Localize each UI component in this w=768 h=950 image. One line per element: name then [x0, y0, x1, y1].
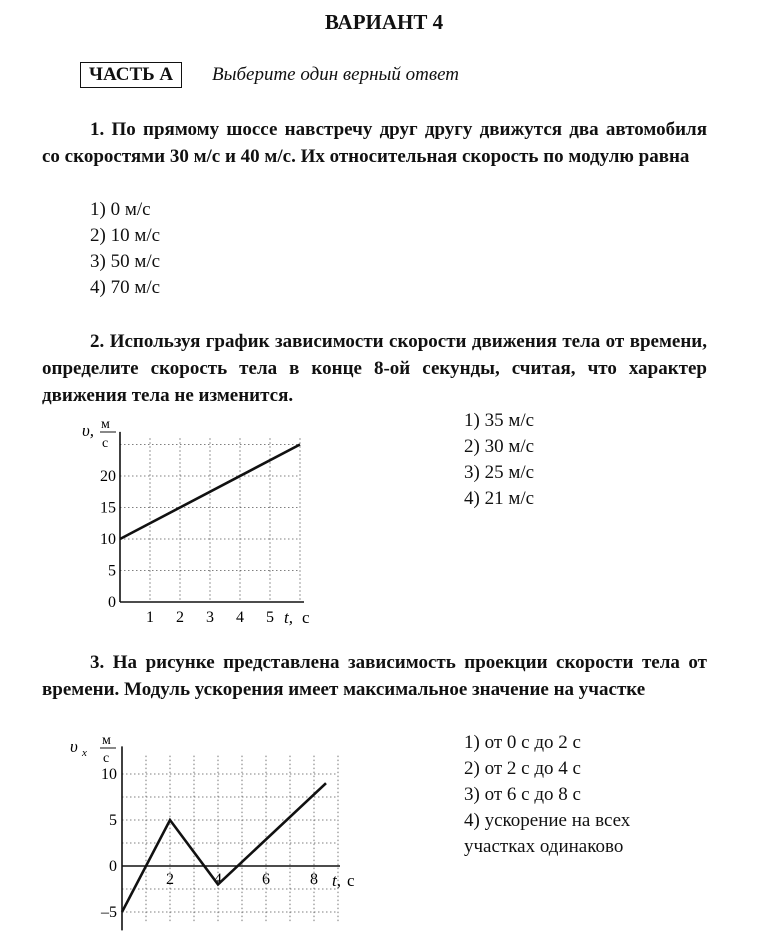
- option[interactable]: 4) ускорение на всех: [464, 810, 631, 831]
- question-text: Используя график зависимости скорости движения тела от времени, определите скорость тела в конце 8-ой секунды, считая, что характер движения тела не изменится.: [42, 331, 707, 406]
- question-text: По прямому шоссе навстречу друг другу движутся два автомобиля со скоростями 30 м/с и 40 м/с. Их относительная скорость по модулю равна: [42, 119, 707, 167]
- option[interactable]: 4) 70 м/с: [90, 277, 161, 298]
- x-tick-label: 5: [266, 609, 274, 626]
- x-tick-label: 2: [166, 871, 174, 888]
- x-tick-label: 8: [310, 871, 318, 888]
- option[interactable]: 3) от 6 с до 8 с: [464, 784, 581, 805]
- y-tick-label: 5: [109, 812, 117, 829]
- option[interactable]: 4) 21 м/с: [464, 488, 535, 509]
- option-continuation: участках одинаково: [464, 836, 624, 857]
- velocity-chart-1: [60, 410, 320, 632]
- y-axis-subscript: x: [82, 747, 87, 759]
- question-text: На рисунке представлена зависимость проекции скорости тела от времени. Модуль ускорения имеет максимальное значение на участке: [42, 652, 708, 700]
- option[interactable]: 2) 30 м/с: [464, 436, 535, 457]
- y-tick-label: –5: [101, 904, 117, 921]
- question-number: 2.: [90, 331, 105, 352]
- option[interactable]: 2) от 2 с до 4 с: [464, 758, 581, 779]
- y-axis-label: υ: [70, 737, 78, 756]
- part-instruction: Выберите один верный ответ: [212, 64, 459, 85]
- x-axis-label: t,: [284, 608, 293, 627]
- page-title: ВАРИАНТ 4: [324, 10, 444, 34]
- x-axis-unit: с: [347, 871, 355, 890]
- options-q3: [464, 730, 630, 860]
- series-line: [122, 783, 326, 912]
- y-tick-label: 0: [108, 594, 116, 611]
- y-tick-label: 0: [109, 858, 117, 875]
- y-unit-numerator: м: [101, 417, 110, 432]
- options-q1: [90, 197, 160, 301]
- options-q2: [464, 408, 534, 512]
- question-number: 3.: [90, 652, 105, 673]
- x-tick-label: 3: [206, 609, 214, 626]
- option[interactable]: 1) от 0 с до 2 с: [464, 732, 581, 753]
- x-axis-unit: с: [302, 608, 310, 627]
- option[interactable]: 1) 35 м/с: [464, 410, 535, 431]
- question-3: [42, 649, 707, 703]
- y-unit-denominator: с: [102, 436, 109, 451]
- velocity-chart-2: [50, 728, 360, 946]
- x-axis-label: t,: [332, 871, 341, 890]
- grid: [122, 756, 338, 922]
- y-tick-label: 20: [100, 468, 116, 485]
- grid: [120, 438, 300, 602]
- x-tick-label: 6: [262, 871, 270, 888]
- option[interactable]: 3) 50 м/с: [90, 251, 161, 272]
- x-tick-label: 4: [236, 609, 244, 626]
- y-axis-label: υ,: [82, 421, 95, 440]
- question-2: [42, 328, 707, 409]
- option[interactable]: 2) 10 м/с: [90, 225, 161, 246]
- x-tick-label: 4: [214, 871, 222, 888]
- y-unit-denominator: с: [103, 751, 110, 766]
- part-label: ЧАСТЬ А: [80, 62, 182, 88]
- x-tick-label: 1: [146, 609, 154, 626]
- question-number: 1.: [90, 119, 105, 140]
- y-tick-label: 5: [108, 562, 116, 580]
- y-tick-label: 10: [100, 531, 116, 548]
- option[interactable]: 3) 25 м/с: [464, 462, 535, 483]
- y-tick-label: 10: [101, 766, 117, 783]
- y-unit-numerator: м: [102, 733, 111, 748]
- option[interactable]: 1) 0 м/с: [90, 199, 151, 220]
- y-tick-label: 15: [100, 499, 116, 517]
- question-1: [42, 116, 707, 170]
- x-tick-label: 2: [176, 609, 184, 626]
